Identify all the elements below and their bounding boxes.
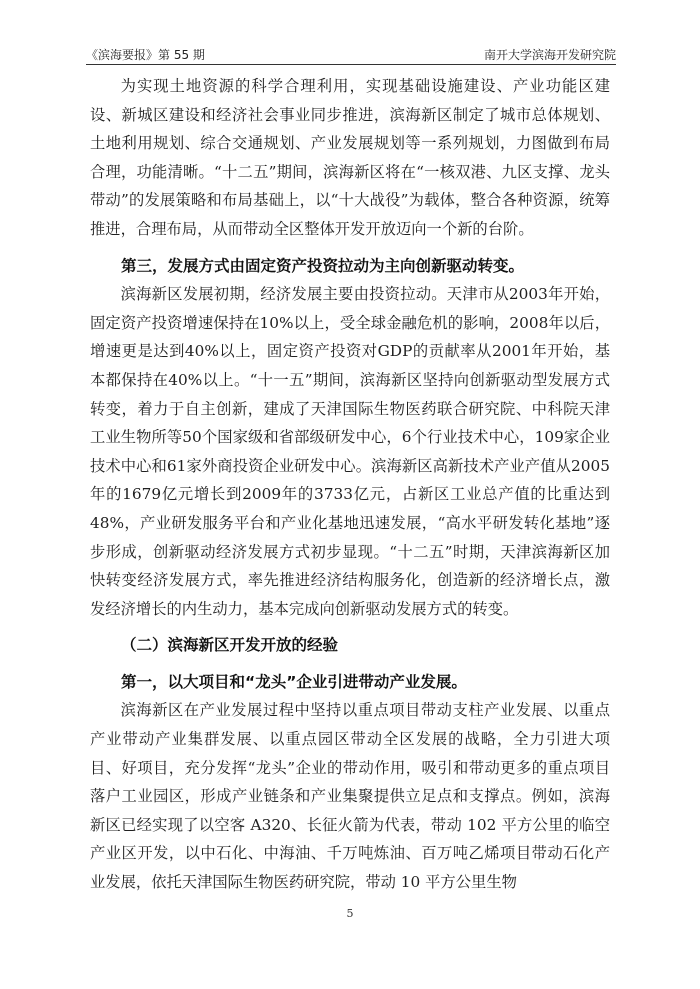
paragraph-key-projects: 滨海新区在产业发展过程中坚持以重点项目带动支柱产业发展、以重点产业带动产业集群发展、以重点园区带动全区发展的战略，全力引进大项目、好项目，充分发挥“龙头”企业的带动作用，吸引和带动更多的重点项目落户工业园区，形成产业链条和产业集聚提供立足点和支撑点。例如，滨海新区已经实现了以空客 A320、长征火箭为代表，带动 102 平方公里的临空产业区开发，以中石化、中海油、千万吨炼油、百万吨乙烯项目带动石化产业发展，依托天津国际生物医药研究院，带动 10 平方公里生物 [90,701,610,892]
heading-big-projects: 第一，以大项目和“龙头”企业引进带动产业发展。 [121,672,467,691]
paragraph-land-use-planning: 为实现土地资源的科学合理利用，实现基础设施建设、产业功能区建设、新城区建设和经济社会事业同步推进，滨海新区制定了城市总体规划、土地利用规划、综合交通规划、产业发展规划等一系列规划，力图做到布局合理，功能清晰。“十二五”期间，滨海新区将在“一核双港、九区支撑、龙头带动”的发展策略和布局基础上，以“十大战役”为载体，整合各种资源，统筹推进，合理布局，从而带动全区整体开发开放迈向一个新的台阶。 [90,77,610,238]
page-header [86,46,616,65]
document-body [90,72,610,897]
header-publication-title: 《滨海要报》第 55 期 [86,48,205,62]
page-number: 5 [346,907,354,920]
heading-section-experience: （二）滨海新区开发开放的经验 [121,636,339,655]
paragraph-innovation-driven: 滨海新区发展初期，经济发展主要由投资拉动。天津市从2003年开始，固定资产投资增速保持在10%以上，受全球金融危机的影响，2008年以后，增速更是达到40%以上，固定资产投资对GDP的贡献率从2001年开始，基本都保持在40%以上。“十一五”期间，滨海新区坚持向创新驱动型发展方式转变，着力于自主创新，建成了天津国际生物医药联合研究院、中科院天津工业生物所等50个国家级和省部级研发中心，6个行业技术中心，109家企业技术中心和61家外商投资企业研发中心。滨海新区高新技术产业产值从2005年的1679亿元增长到2009年的3733亿元，占新区工业总产值的比重达到48%，产业研发服务平台和产业化基地迅速发展，“高水平研发转化基地”逐步形成，创新驱动经济发展方式初步显现。“十二五”时期，天津滨海新区加快转变经济发展方式，率先推进经济结构服务化，创造新的经济增长点，激发经济增长的内生动力，基本完成向创新驱动发展方式的转变。 [90,285,610,618]
header-institution-name: 南开大学滨海开发研究院 [483,48,616,62]
heading-development-mode-shift: 第三，发展方式由固定资产投资拉动为主向创新驱动转变。 [121,256,525,275]
